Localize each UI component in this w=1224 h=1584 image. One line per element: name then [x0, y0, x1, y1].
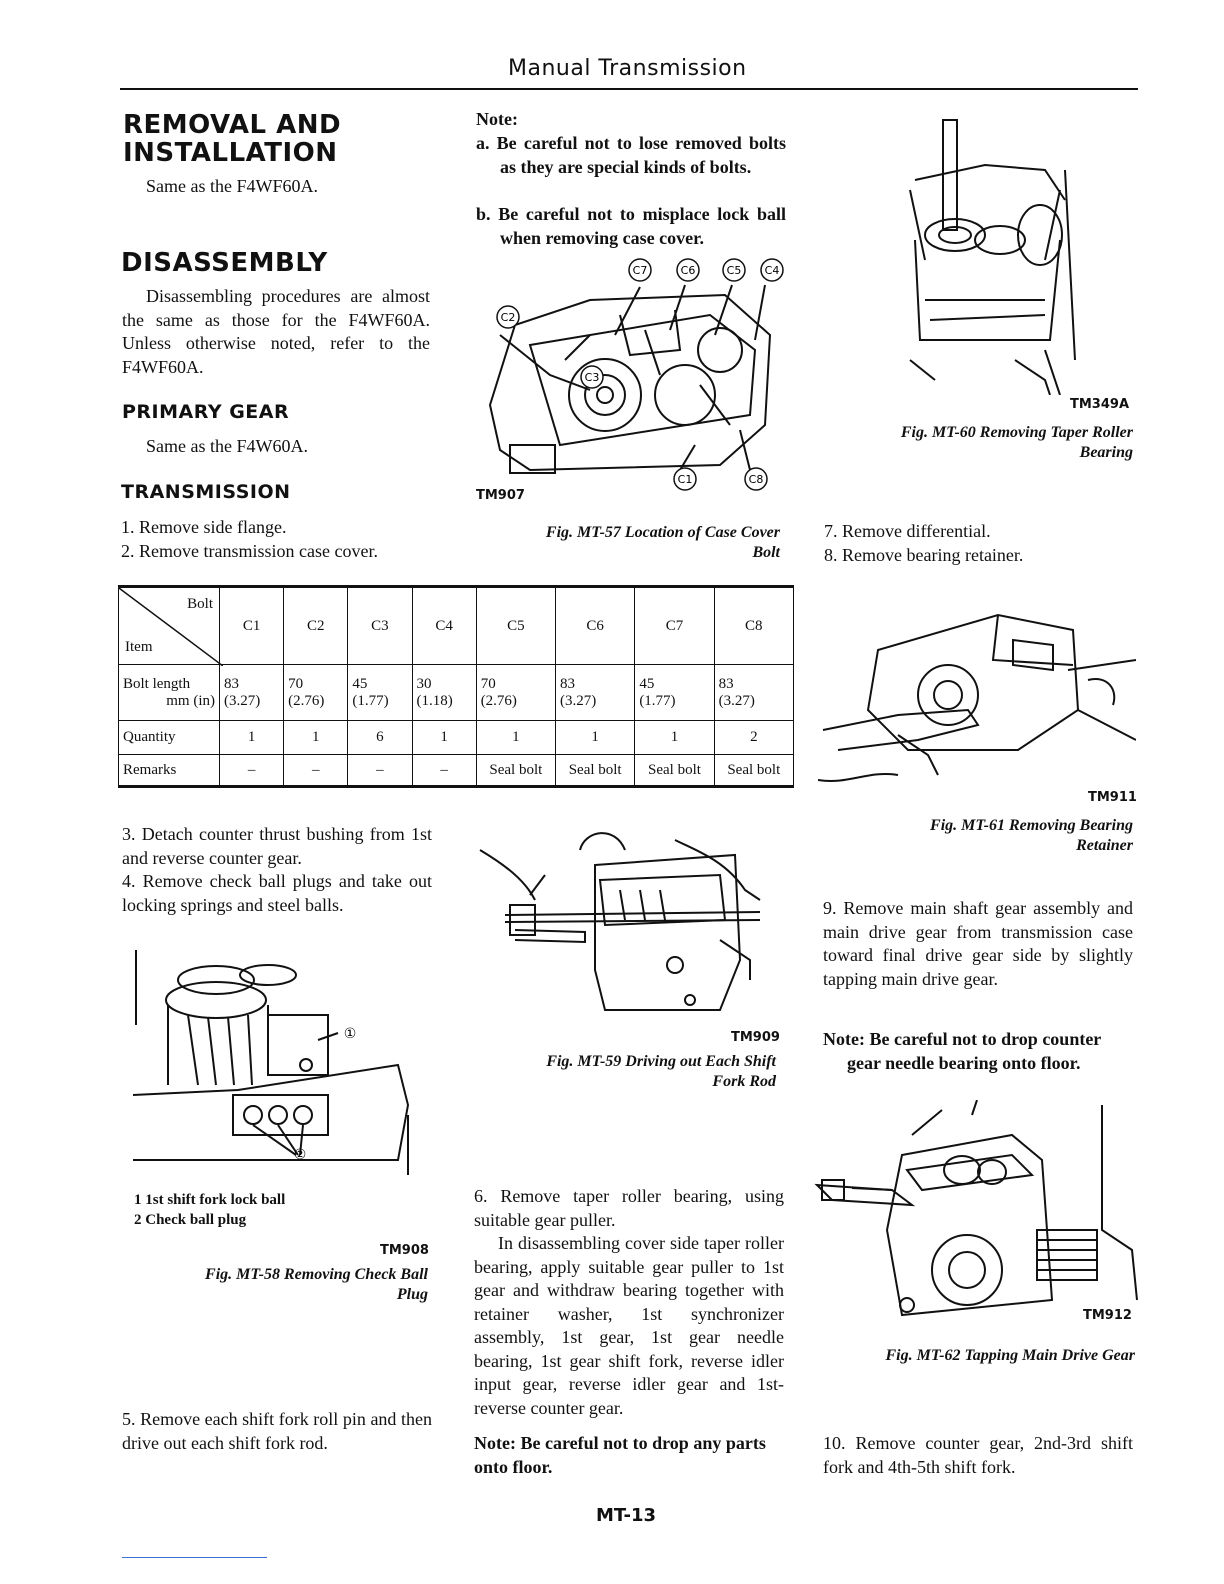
- length-mm: 70: [480, 675, 496, 692]
- removal-heading-line2: INSTALLATION: [123, 138, 338, 168]
- cell-remark-c8: Seal bolt: [714, 755, 793, 787]
- step-6: 6. Remove taper roller bearing, using suitable gear puller.: [474, 1186, 784, 1230]
- cell-remark-c1: –: [220, 755, 284, 787]
- length-mm: 45: [639, 675, 655, 692]
- step-2: 2. Remove transmission case cover.: [121, 541, 378, 561]
- length-mm: 30: [416, 675, 432, 692]
- length-in: (2.76): [480, 692, 517, 709]
- length-mm: 70: [288, 675, 304, 692]
- length-mm: 83: [224, 675, 239, 692]
- cell-remark-c6: Seal bolt: [556, 755, 635, 787]
- cell-remark-c3: –: [348, 755, 412, 787]
- length-in: (1.77): [639, 692, 676, 709]
- figure-drive-out-fork-rod: [475, 820, 775, 1020]
- check-ball-drawing: [128, 945, 413, 1175]
- step-5: 5. Remove each shift fork roll pin and then drive out each shift fork rod.: [122, 1409, 432, 1453]
- col-header-c5: C5: [476, 587, 555, 665]
- length-in: (2.76): [288, 692, 325, 709]
- row-label-bolt-length: [119, 665, 220, 721]
- note-drop-parts-text: Be careful not to drop any parts onto floor.: [474, 1433, 766, 1477]
- length-in: (1.77): [352, 692, 389, 709]
- cell-qty-c4: 1: [412, 721, 476, 755]
- fig58-legend-1: 1 1st shift fork lock ball: [134, 1192, 286, 1208]
- note-drop-needle-bearing: [823, 1028, 1133, 1075]
- header-rule: [120, 88, 1138, 90]
- table-row-quantity: [119, 721, 794, 755]
- step-7: 7. Remove differential.: [824, 521, 991, 541]
- step-4: 4. Remove check ball plugs and take out locking springs and steel balls.: [122, 871, 432, 915]
- step-6-paragraph: In disassembling cover side taper roller bearing, apply suitable gear puller to 1st gear and withdraw bearing together with retainer washer, 1st synchronizer assembly, 1st gear, 1st gear needle bearing, 1st gear shift fork, reverse idler input gear, reverse idler gear and 1st-reverse counter gear.: [474, 1233, 784, 1418]
- step-10: 10. Remove counter gear, 2nd-3rd shift fork and 4th-5th shift fork.: [823, 1433, 1133, 1477]
- cell-qty-c3: 6: [348, 721, 412, 755]
- row-label-bolt-length-line1: Bolt length: [123, 675, 191, 692]
- callout-2: ②: [293, 1147, 307, 1163]
- table-row-bolt-length: [119, 665, 794, 721]
- cell-length-c5: [476, 665, 555, 721]
- cell-qty-c5: 1: [476, 721, 555, 755]
- row-label-quantity: Quantity: [119, 721, 220, 755]
- col-header-c6: C6: [556, 587, 635, 665]
- cell-qty-c6: 1: [556, 721, 635, 755]
- col-header-c1: C1: [220, 587, 284, 665]
- fig61-caption-line1: Fig. MT-61 Removing Bearing: [930, 817, 1133, 834]
- page-number: MT-13: [596, 1505, 657, 1526]
- table-corner-cell: [119, 587, 220, 665]
- primary-gear-heading: PRIMARY GEAR: [122, 401, 290, 423]
- fig62-caption: Fig. MT-62 Tapping Main Drive Gear: [885, 1347, 1135, 1364]
- figure-taper-roller-puller: [895, 110, 1095, 395]
- case-cover-drawing: [470, 255, 790, 500]
- col-header-c7: C7: [635, 587, 714, 665]
- length-mm: 45: [352, 675, 368, 692]
- figure-case-cover-bolts: [470, 255, 790, 500]
- transmission-heading: TRANSMISSION: [121, 481, 291, 503]
- fig60-caption: [830, 423, 1133, 463]
- fig57-caption-line2: Bolt: [752, 544, 780, 561]
- cell-length-c1: [220, 665, 284, 721]
- fig58-caption-line1: Fig. MT-58 Removing Check Ball: [205, 1266, 428, 1283]
- callout-c8: C8: [748, 473, 764, 486]
- disassembly-text: Disassembling procedures are almost the same as those for the F4WF60A. Unless otherwise noted, refer to the F4WF60A.: [122, 286, 430, 377]
- fig57-caption: [480, 523, 780, 563]
- step-1: 1. Remove side flange.: [121, 517, 287, 537]
- cell-length-c6: [556, 665, 635, 721]
- cell-qty-c8: 2: [714, 721, 793, 755]
- figure-bearing-retainer: [818, 600, 1136, 790]
- cell-length-c3: [348, 665, 412, 721]
- cell-remark-c7: Seal bolt: [635, 755, 714, 787]
- fork-rod-drawing: [475, 820, 775, 1020]
- fig59-caption-line2: Fork Rod: [712, 1073, 776, 1090]
- callout-c6: C6: [680, 264, 696, 277]
- fig58-code: TM908: [380, 1243, 429, 1258]
- removal-text: Same as the F4WF60A.: [146, 176, 318, 196]
- main-drive-gear-drawing: [812, 1100, 1142, 1325]
- primary-gear-text: Same as the F4W60A.: [146, 436, 308, 456]
- disassembly-heading: DISASSEMBLY: [121, 248, 328, 278]
- note-drop-parts-label: Note:: [474, 1433, 516, 1453]
- note-needle-text: Be careful not to drop counter gear needle bearing onto floor.: [847, 1029, 1101, 1073]
- callout-c7: C7: [632, 264, 648, 277]
- table-header-row: [119, 587, 794, 665]
- fig60-caption-line1: Fig. MT-60 Removing Taper Roller: [900, 424, 1133, 441]
- fig57-caption-line1: Fig. MT-57 Location of Case Cover: [545, 524, 780, 541]
- fig62-code: TM912: [1083, 1308, 1132, 1323]
- length-mm: 83: [718, 675, 734, 692]
- length-in: (3.27): [718, 692, 755, 709]
- cell-qty-c7: 1: [635, 721, 714, 755]
- bolt-spec-table: [118, 585, 794, 788]
- cell-qty-c1: 1: [220, 721, 284, 755]
- puller-drawing: [895, 110, 1095, 395]
- cell-length-c8: [714, 665, 793, 721]
- cell-remark-c2: –: [284, 755, 348, 787]
- callout-c1: C1: [677, 473, 693, 486]
- cell-remark-c4: –: [412, 755, 476, 787]
- step-3: 3. Detach counter thrust bushing from 1st and reverse counter gear.: [122, 824, 432, 868]
- fig61-code: TM911: [1088, 790, 1137, 805]
- fig57-code: TM907: [476, 488, 525, 503]
- fig59-caption: [476, 1052, 776, 1092]
- length-in: (3.27): [224, 692, 261, 709]
- length-mm: 83: [560, 675, 575, 692]
- callout-c5: C5: [726, 264, 742, 277]
- page-header: Manual Transmission: [508, 56, 747, 81]
- fig60-caption-line2: Bearing: [1079, 444, 1133, 461]
- note-label: Note:: [476, 109, 518, 129]
- cell-remark-c5: Seal bolt: [476, 755, 555, 787]
- removal-heading-line1: REMOVAL AND: [123, 110, 342, 140]
- cell-length-c7: [635, 665, 714, 721]
- step-8: 8. Remove bearing retainer.: [824, 545, 1024, 565]
- table-row-remarks: [119, 755, 794, 787]
- note-needle-label: Note:: [823, 1029, 865, 1049]
- note-b: b. Be careful not to misplace lock ball when removing case cover.: [476, 204, 786, 248]
- col-header-c4: C4: [412, 587, 476, 665]
- cell-length-c2: [284, 665, 348, 721]
- fig61-caption: [840, 816, 1133, 856]
- figure-tapping-main-drive-gear: [812, 1100, 1142, 1325]
- row-label-remarks: Remarks: [119, 755, 220, 787]
- step-9: 9. Remove main shaft gear assembly and main drive gear from transmission case toward final drive gear side by slightly tapping main drive gear.: [823, 898, 1133, 989]
- fig58-caption-line2: Plug: [396, 1286, 428, 1303]
- col-header-c3: C3: [348, 587, 412, 665]
- col-header-c8: C8: [714, 587, 793, 665]
- callout-c2: C2: [500, 311, 516, 324]
- callout-c3: C3: [584, 371, 600, 384]
- length-in: (3.27): [560, 692, 597, 709]
- fig60-code: TM349A: [1070, 397, 1130, 412]
- fig58-caption: [130, 1265, 428, 1305]
- note-drop-parts: [474, 1432, 784, 1479]
- corner-label-item: Item: [125, 639, 153, 655]
- fig61-caption-line2: Retainer: [1076, 837, 1133, 854]
- fig58-legend-2: 2 Check ball plug: [134, 1212, 247, 1228]
- callout-1: ①: [343, 1026, 357, 1042]
- cell-length-c4: [412, 665, 476, 721]
- fig59-code: TM909: [731, 1030, 780, 1045]
- footnote-rule: [122, 1557, 267, 1558]
- callout-c4: C4: [764, 264, 780, 277]
- fig59-caption-line1: Fig. MT-59 Driving out Each Shift: [546, 1053, 776, 1070]
- row-label-bolt-length-line2: mm (in): [166, 692, 215, 709]
- cell-qty-c2: 1: [284, 721, 348, 755]
- figure-check-ball-plug: [128, 945, 413, 1175]
- corner-label-bolt: Bolt: [187, 596, 213, 612]
- col-header-c2: C2: [284, 587, 348, 665]
- length-in: (1.18): [416, 692, 453, 709]
- bearing-retainer-drawing: [818, 600, 1136, 790]
- note-a: a. Be careful not to lose removed bolts as they are special kinds of bolts.: [476, 133, 786, 177]
